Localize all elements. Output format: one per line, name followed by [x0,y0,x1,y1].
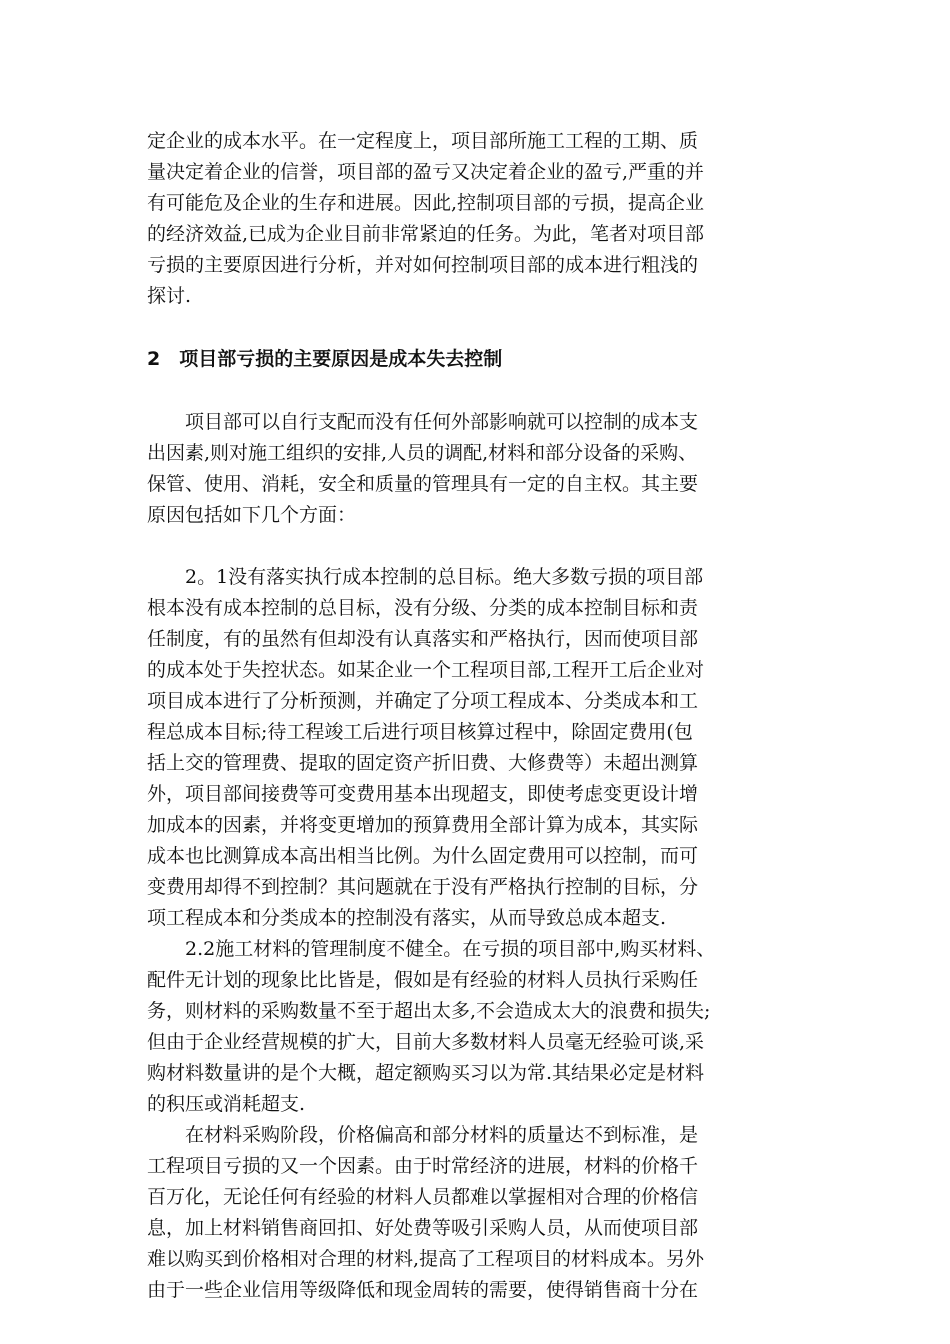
text-line: 量决定着企业的信誉，项目部的盈亏又决定着企业的盈亏,严重的并 [147,161,705,183]
text-line: 程总成本目标;待工程竣工后进行项目核算过程中，除固定费用(包 [147,721,693,743]
text-line: 外，项目部间接费等可变费用基本出现超支，即使考虑变更设计增 [147,783,699,805]
text-line: 的积压或消耗超支. [147,1093,306,1115]
text-line: 出因素,则对施工组织的安排,人员的调配,材料和部分设备的采购、 [147,442,698,464]
text-line: 的经济效益,已成为企业目前非常紧迫的任务。为此，笔者对项目部 [147,223,705,245]
text-line: 购材料数量讲的是个大概，超定额购买习以为常.其结果必定是材料 [147,1062,705,1084]
text-line: 在材料采购阶段，价格偏高和部分材料的质量达不到标准，是 [147,1124,699,1146]
text-line: 难以购买到价格相对合理的材料,提高了工程项目的材料成本。另外 [147,1248,705,1270]
text-line: 由于一些企业信用等级降低和现金周转的需要，使得销售商十分在 [147,1279,699,1301]
section-heading: 2 项目部亏损的主要原因是成本失去控制 [147,348,503,370]
text-line: 括上交的管理费、提取的固定资产折旧费、大修费等）未超出测算 [147,752,699,774]
text-line: 加成本的因素，并将变更增加的预算费用全部计算为成本，其实际 [147,814,699,836]
text-line: 探讨. [147,285,192,307]
text-line: 保管、使用、消耗，安全和质量的管理具有一定的自主权。其主要 [147,473,699,495]
text-line: 原因包括如下几个方面： [147,504,357,526]
text-line: 变费用却得不到控制？其问题就在于没有严格执行控制的目标，分 [147,876,699,898]
text-line: 有可能危及企业的生存和进展。因此,控制项目部的亏损，提高企业 [147,192,705,214]
text-line: 根本没有成本控制的总目标，没有分级、分类的成本控制目标和责 [147,597,699,619]
text-line: 的成本处于失控状态。如某企业一个工程项目部,工程开工后企业对 [147,659,705,681]
text-line: 项目成本进行了分析预测，并确定了分项工程成本、分类成本和工 [147,690,699,712]
text-line: 息，加上材料销售商回扣、好处费等吸引采购人员，从而使项目部 [147,1217,699,1239]
text-line: 百万化，无论任何有经验的材料人员都难以掌握相对合理的价格信 [147,1186,699,1208]
text-line: 任制度，有的虽然有但却没有认真落实和严格执行，因而使项目部 [147,628,699,650]
text-line: 亏损的主要原因进行分析，并对如何控制项目部的成本进行粗浅的 [147,254,699,276]
text-line: 但由于企业经营规模的扩大，目前大多数材料人员毫无经验可谈,采 [147,1031,705,1053]
text-line: 务，则材料的采购数量不至于超出太多,不会造成太大的浪费和损失; [147,1000,711,1022]
text-line: 配件无计划的现象比比皆是，假如是有经验的材料人员执行采购任 [147,969,699,991]
text-line: 工程项目亏损的又一个因素。由于时常经济的进展，材料的价格千 [147,1155,699,1177]
text-line: 项工程成本和分类成本的控制没有落实，从而导致总成本超支. [147,907,667,929]
text-line: 2。1没有落实执行成本控制的总目标。绝大多数亏损的项目部 [147,566,704,588]
text-line: 定企业的成本水平。在一定程度上，项目部所施工工程的工期、质 [147,130,699,152]
text-line: 成本也比测算成本高出相当比例。为什么固定费用可以控制，而可 [147,845,699,867]
text-line: 项目部可以自行支配而没有任何外部影响就可以控制的成本支 [147,411,699,433]
text-line: 2.2施工材料的管理制度不健全。在亏损的项目部中,购买材料、 [147,938,716,960]
